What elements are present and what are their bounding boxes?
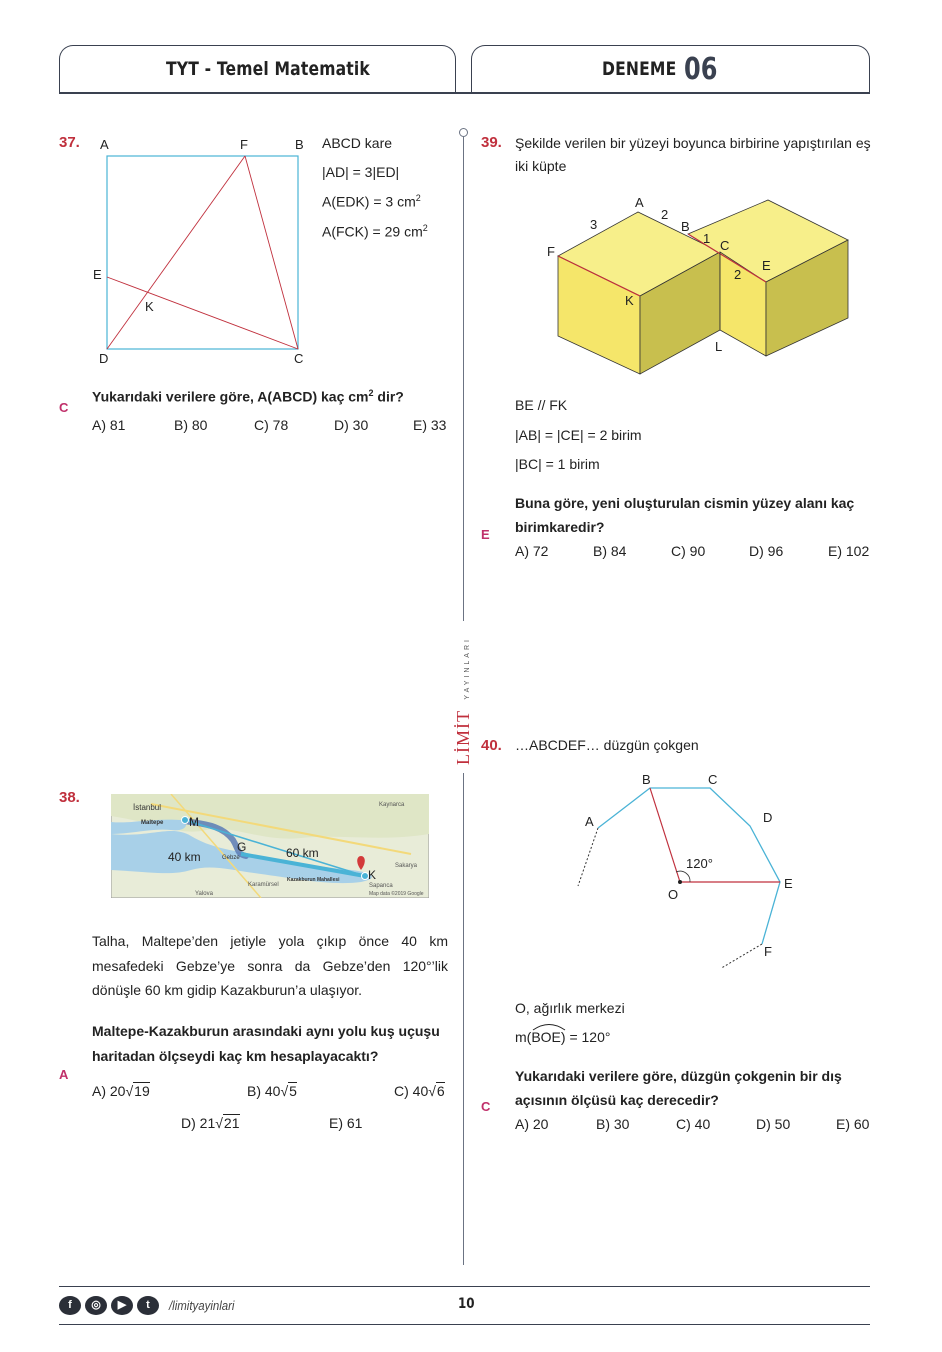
footer-page-number: 10 [458, 1296, 475, 1312]
q39-option-a[interactable]: A) 72 [515, 543, 549, 559]
q40-option-a[interactable]: A) 20 [515, 1116, 549, 1132]
q40-given-1: O, ağırlık merkezi [515, 1000, 625, 1016]
q40-label-D: D [763, 810, 773, 825]
q40-number: 40. [481, 737, 502, 754]
q40-dotted-a [578, 828, 598, 886]
q37-sup-4: 2 [422, 223, 428, 233]
q38-answer: A [59, 1067, 69, 1082]
q39-label-F: F [547, 244, 555, 259]
q38-map-dot-m [182, 817, 189, 824]
q37-square [107, 156, 298, 349]
q37-label-K: K [145, 299, 154, 314]
q37-given-4: A(FCK) = 29 $cm^2$ [322, 223, 428, 240]
center-divider-circle [459, 128, 468, 137]
q39-label-E: E [762, 258, 771, 273]
q37-given-3: A(EDK) = 3 $cm^2$ [322, 193, 421, 210]
q39-label-2b: 2 [734, 267, 742, 282]
q40-polygon-figure [570, 768, 810, 968]
q39-question: Buna göre, yeni oluşturulan cismin yüzey alanı kaç birimkaredir? [515, 495, 855, 535]
q37-option-d[interactable]: D) 30 [334, 417, 369, 433]
q39-given-3: |BC| = 1 birim [515, 456, 600, 472]
q39-option-e[interactable]: E) 102 [828, 543, 870, 559]
q39-intro: Şekilde verilen bir yüzeyi boyunca birbirine yapıştırılan eş iki küpte [515, 135, 871, 174]
q40-option-e[interactable]: E) 60 [836, 1116, 870, 1132]
q37-line-Ec [107, 277, 298, 349]
q37-label-E: E [93, 267, 102, 282]
q38-map [111, 794, 429, 898]
q39-label-B: B [681, 219, 690, 234]
footer-bottom-line [59, 1324, 870, 1325]
footer-top-line [59, 1286, 870, 1287]
q38-map-credit: Map data ©2019 Google [369, 891, 424, 897]
q38-map-maltepe: Maltepe [141, 820, 164, 826]
header-right-underline [471, 92, 870, 94]
q37-option-e[interactable]: E) 33 [413, 417, 447, 433]
q38-map-K: K [368, 868, 377, 882]
instagram-icon[interactable]: ◎ [85, 1296, 107, 1315]
q40-option-c[interactable]: C) 40 [676, 1116, 711, 1132]
q38-map-sapanca: Sapanca [369, 883, 393, 889]
brand-sub: YAYINLARI [464, 637, 471, 700]
q38-option-c[interactable]: C) 40√6 [394, 1083, 445, 1099]
q39-option-c[interactable]: C) 90 [671, 543, 706, 559]
q38-option-b[interactable]: B) 40√5 [247, 1083, 297, 1099]
q40-question: Yukarıdaki verilere göre, düzgün çokgenin bir dış açısının ölçüsü kaç derecedir? [515, 1068, 842, 1108]
q40-label-B: B [642, 772, 651, 787]
q38-map-karamursel: Karamürsel [248, 882, 279, 888]
q38-map-kazakburun: Kazakburun Mahallesi [287, 877, 340, 883]
q38-map-yalova: Yalova [195, 891, 213, 897]
twitter-icon[interactable]: t [137, 1296, 159, 1315]
q38-option-d[interactable]: D) 21√21 [181, 1115, 240, 1131]
facebook-icon[interactable]: f [59, 1296, 81, 1315]
q37-option-c[interactable]: C) 78 [254, 417, 289, 433]
q39-label-3: 3 [590, 217, 598, 232]
q39-label-C: C [720, 238, 730, 253]
q37-question-sup: 2 [368, 388, 374, 398]
q39-label-A: A [635, 195, 644, 210]
q38-option-a[interactable]: A) 20√19 [92, 1083, 150, 1099]
q40-label-O: O [668, 887, 679, 902]
center-divider-top [463, 137, 464, 621]
q37-question: Yukarıdaki verilere göre, A(ABCD) kaç $cm^2$ dir? [92, 388, 404, 405]
brand-logo: LİMİT [453, 710, 473, 765]
q37-label-F: F [240, 137, 248, 152]
q40-label-angle: 120° [686, 856, 713, 871]
q37-label-A: A [100, 137, 109, 152]
q38-number: 38. [59, 789, 80, 806]
q40-label-E: E [784, 876, 793, 891]
q38-map-d40: 40 km [168, 850, 201, 864]
q37-label-C: C [294, 351, 304, 366]
q37-answer: C [59, 400, 69, 415]
center-divider-bottom [463, 773, 464, 1265]
q40-given-2: m(BOE) = 120° [515, 1029, 611, 1045]
q38-question: Maltepe-Kazakburun arasındaki aynı yolu kuş uçuşu haritadan ölçseydi kaç km hesaplayacaktı? [92, 1023, 440, 1064]
q40-arc-mark [531, 1022, 567, 1031]
q39-given-1: BE // FK [515, 397, 568, 413]
q40-label-A: A [585, 814, 594, 829]
q37-number: 37. [59, 134, 80, 151]
q40-dotted-f [708, 944, 762, 968]
q37-given-2: |AD| = 3|ED| [322, 164, 400, 180]
q39-option-b[interactable]: B) 84 [593, 543, 627, 559]
q39-option-d[interactable]: D) 96 [749, 543, 784, 559]
q38-map-istanbul: İstanbul [133, 803, 162, 812]
q40-arc-boe: BOE [531, 1029, 561, 1045]
q40-option-b[interactable]: B) 30 [596, 1116, 630, 1132]
q37-label-B: B [295, 137, 304, 152]
q38-map-d60: 60 km [286, 846, 319, 860]
q40-center-dot [678, 880, 682, 884]
header-left-title: TYT - Temel Matematik [166, 58, 370, 80]
q38-map-gebze: Gebze [222, 855, 240, 861]
q39-label-L: L [715, 339, 723, 354]
q39-number: 39. [481, 134, 502, 151]
youtube-icon[interactable]: ▶ [111, 1296, 133, 1315]
q38-text: Talha, Maltepe’den jetiyle yola çıkıp önce 40 km mesafedeki Gebze’ye sonra da Gebze’den 120°’lik dönüşle 60 km gidip Kazakburun’a ulaşıyor. [92, 933, 448, 998]
header-deneme-number: 06 [684, 52, 718, 87]
q40-answer: C [481, 1099, 491, 1114]
q38-map-kaynarca: Kaynarca [379, 802, 405, 808]
q37-figure [88, 132, 316, 372]
q39-label-2a: 2 [661, 207, 669, 222]
q39-label-K: K [625, 293, 634, 308]
q37-label-D: D [99, 351, 109, 366]
q39-answer: E [481, 527, 490, 542]
q40-label-F: F [764, 944, 772, 959]
footer-handle[interactable]: /limityayinlari [169, 1298, 235, 1313]
q40-label-C: C [708, 772, 718, 787]
header-left-underline [59, 92, 489, 94]
q38-option-e[interactable]: E) 61 [329, 1115, 363, 1131]
q39-label-1: 1 [703, 231, 711, 246]
q40-intro: …ABCDEF… düzgün çokgen [515, 737, 699, 753]
q40-segment-OB [650, 788, 680, 882]
q38-map-sakarya: Sakarya [395, 863, 418, 869]
q38-map-G: G [237, 840, 247, 854]
q37-line-dF [107, 156, 245, 349]
q39-given-2: |AB| = |CE| = 2 birim [515, 427, 642, 443]
q38-map-M: M [189, 815, 199, 829]
q37-given-1: ABCD kare [322, 135, 393, 151]
q37-option-a[interactable]: A) 81 [92, 417, 126, 433]
header-right-title: DENEME [602, 58, 677, 80]
q37-option-b[interactable]: B) 80 [174, 417, 208, 433]
q37-sup-3: 2 [415, 193, 421, 203]
q39-cubes-figure [540, 190, 860, 380]
q37-line-Fc [245, 156, 298, 349]
q40-option-d[interactable]: D) 50 [756, 1116, 791, 1132]
